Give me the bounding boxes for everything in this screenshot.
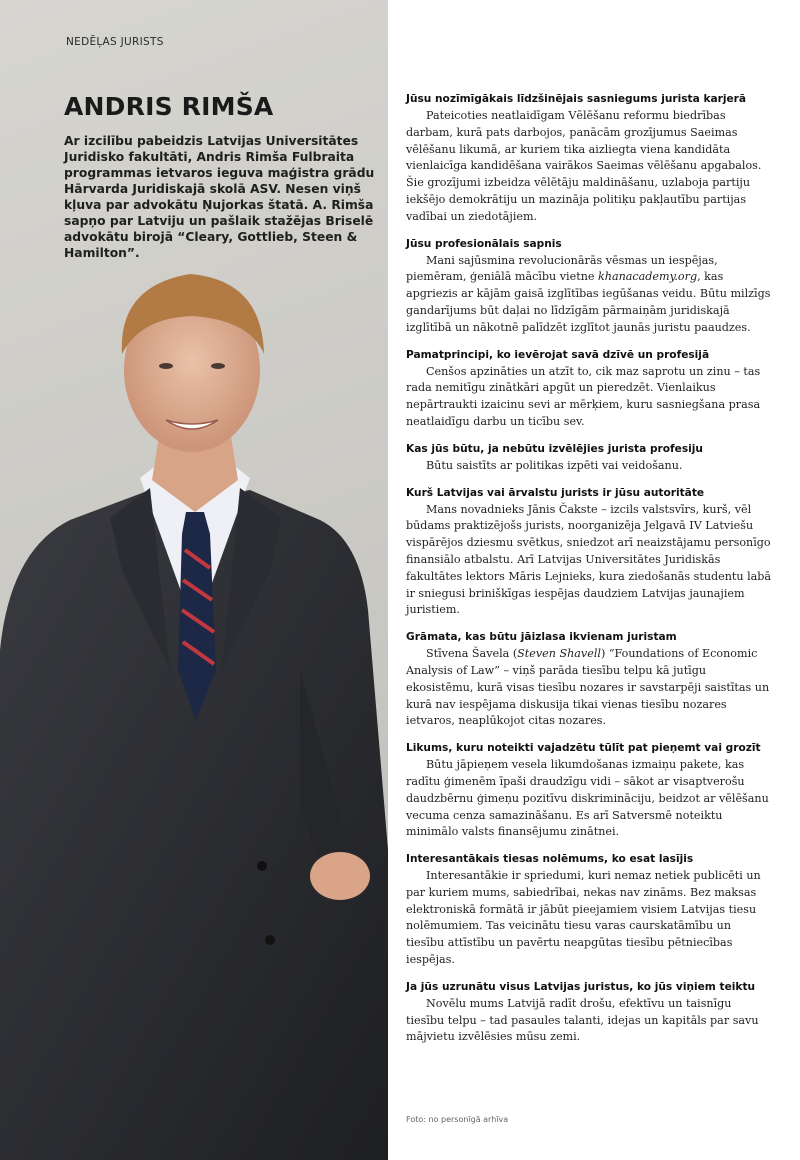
- qa-question: Grāmata, kas būtu jāizlasa ikvienam juristam: [406, 631, 677, 644]
- qa-question: Jūsu nozīmīgākais līdzšinējais sasniegums jurista karjerā: [406, 93, 747, 105]
- qa-item: [406, 442, 772, 475]
- photo-credit: Foto: no personīgā arhīva: [406, 1115, 509, 1124]
- profile-name: ANDRIS RIMŠA: [64, 92, 274, 121]
- qa-item: [406, 486, 772, 620]
- profile-intro: Ar izcilību pabeidzis Latvijas Universitātes Juridisko fakultāti, Andris Rimša Fulbraita programmas ietvaros ieguva maģistra grādu Hārvarda Juridiskajā skolā ASV. Nesen viņš kļuva par advokātu Ņujorkas štatā. A. Rimša sapņo par Latviju un pašlaik stažējas Briselē advokātu birojā “Cleary, Gottlieb, Steen & Hamilton”.: [64, 134, 375, 260]
- qa-answer: Būtu jāpieņem vesela likumdošanas izmaiņu pakete, kas radītu ģimenēm īpaši draudzīgu vidi – sākot ar visaptverošu daudzbērnu ģimeņu pozitīvu diskrimināciju, beidzot ar vēlēšanu vecuma cenza samazināšanu. Es arī Satversmē noteiktu minimālo valsts finansējumu zinātnei.: [406, 758, 769, 839]
- qa-answer: [406, 646, 772, 730]
- section-tag: NEDĒĻAS JURISTS: [66, 36, 164, 48]
- qa-question: Kas jūs būtu, ja nebūtu izvēlējies jurista profesiju: [406, 442, 703, 455]
- qa-question: Interesantākais tiesas nolēmums, ko esat lasījis: [406, 853, 694, 866]
- author-name-english: Steven Shavell: [517, 647, 601, 661]
- qa-item: [406, 741, 772, 841]
- qa-question: Ja jūs uzrunātu visus Latvijas juristus, ko jūs viņiem teiktu: [406, 980, 756, 993]
- qa-item: [406, 630, 772, 730]
- qa-item: [406, 852, 772, 969]
- qa-answer-part: Stīvena Šavela (: [426, 647, 518, 661]
- qa-answer: Interesantākie ir spriedumi, kuri nemaz netiek publicēti un par kuriem mums, sabiedrībai, nekas nav zināms. Bez maksas elektroniskā formātā ir jābūt pieejamiem visiem Latvijas tiesu nolēmumiem. Tas veicinātu tiesu varas caurskatāmību un tiesību attīstību un pavērtu neapgūtas tiesību pētniecības iespējas.: [406, 869, 761, 967]
- qa-answer: [406, 253, 772, 337]
- website-name: khanacademy.org: [598, 270, 698, 284]
- qa-item: [406, 237, 772, 337]
- qa-answer: Pateicoties neatlaidīgam Vēlēšanu reformu biedrības darbam, kurā pats darbojos, panācām grozījumus Saeimas vēlēšanu likumā, ar kuriem tika aizliegta viena kandidāta vienlaicīga kandidēšana vairākos Saeimas vēlēšanu apgabalos. Šie grozījumi izbeidza vēlētāju maldināšanu, uzlaboja partiju iekšējo demokrātiju un mazināja politiķu pakļautību partijas vadībai un ziedotājiem.: [406, 109, 762, 223]
- qa-answer: Būtu saistīts ar politikas izpēti vai veidošanu.: [426, 458, 683, 472]
- qa-answer-part: Mani sajūsmina revolucionārās vēsmas un iespējas, piemēram, ģeniālā mācību vietne: [406, 253, 718, 284]
- qa-item: [406, 980, 772, 1046]
- qa-question: Jūsu profesionālais sapnis: [406, 237, 562, 250]
- qa-answer: Mans novadnieks Jānis Čakste – izcils valstsvīrs, kurš, vēl būdams praktizējošs jurists, noorganizēja Jelgavā IV Latviešu vispārējos dziesmu svētkus, sniedzot arī neaizstājamu personīgo finansiālo atbalstu. Arī Latvijas Universitātes Juridiskās fakultātes lektors Māris Lejnieks, kura ziedošanās studentu labā ir sniegusi briniškīgas iespējas daudziem Latvijas jaunajiem juristiem.: [406, 502, 772, 617]
- qa-answer: Novēlu mums Latvijā radīt drošu, efektīvu un taisnīgu tiesību telpu – tad pasaules talanti, idejas un kapitāls par savu mājvietu izvēlēsies mūsu zemi.: [406, 996, 759, 1044]
- qa-item: [406, 92, 772, 226]
- left-photo-panel: [0, 0, 388, 1160]
- qa-question: Pamatprincipi, ko ievērojat savā dzīvē un profesijā: [406, 348, 710, 361]
- qa-answer-part: , kas apgriezis ar kājām gaisā izglītības iegūšanas veidu. Būtu milzīgs gandarījums būt daļai no līdzīgām pārmaiņām juridiskajā izglītībā un nākotnē palīdzēt izglītot jaunās juristu paaudzes.: [406, 270, 771, 334]
- portrait-photo: [0, 250, 388, 1160]
- qa-question: Likums, kuru noteikti vajadzētu tūlīt pat pieņemt vai grozīt: [406, 742, 761, 755]
- qa-column: [406, 92, 772, 1057]
- qa-item: [406, 348, 772, 431]
- qa-answer: Cenšos apzināties un atzīt to, cik maz saprotu un zinu – tas rada nemitīgu zinātkāri apgūt un pieredzēt. Vienlaikus nepārtraukti izaicinu sevi ar mērķiem, kuru sasniegšana prasa neatlaidīgu darbu un ticību sev.: [406, 364, 761, 428]
- qa-question: Kurš Latvijas vai ārvalstu jurists ir jūsu autoritāte: [406, 486, 705, 499]
- qa-answer-part: ) “Foundations of Economic Analysis of Law” – viņš parāda tiesību telpu kā jutīgu ekosistēmu, kurā visas tiesību nozares ir savstarpēji saistītas un kurā nav iespējama diskusija tikai vienas tiesību nozares ietvaros, neaplūkojot citas nozares.: [406, 647, 770, 728]
